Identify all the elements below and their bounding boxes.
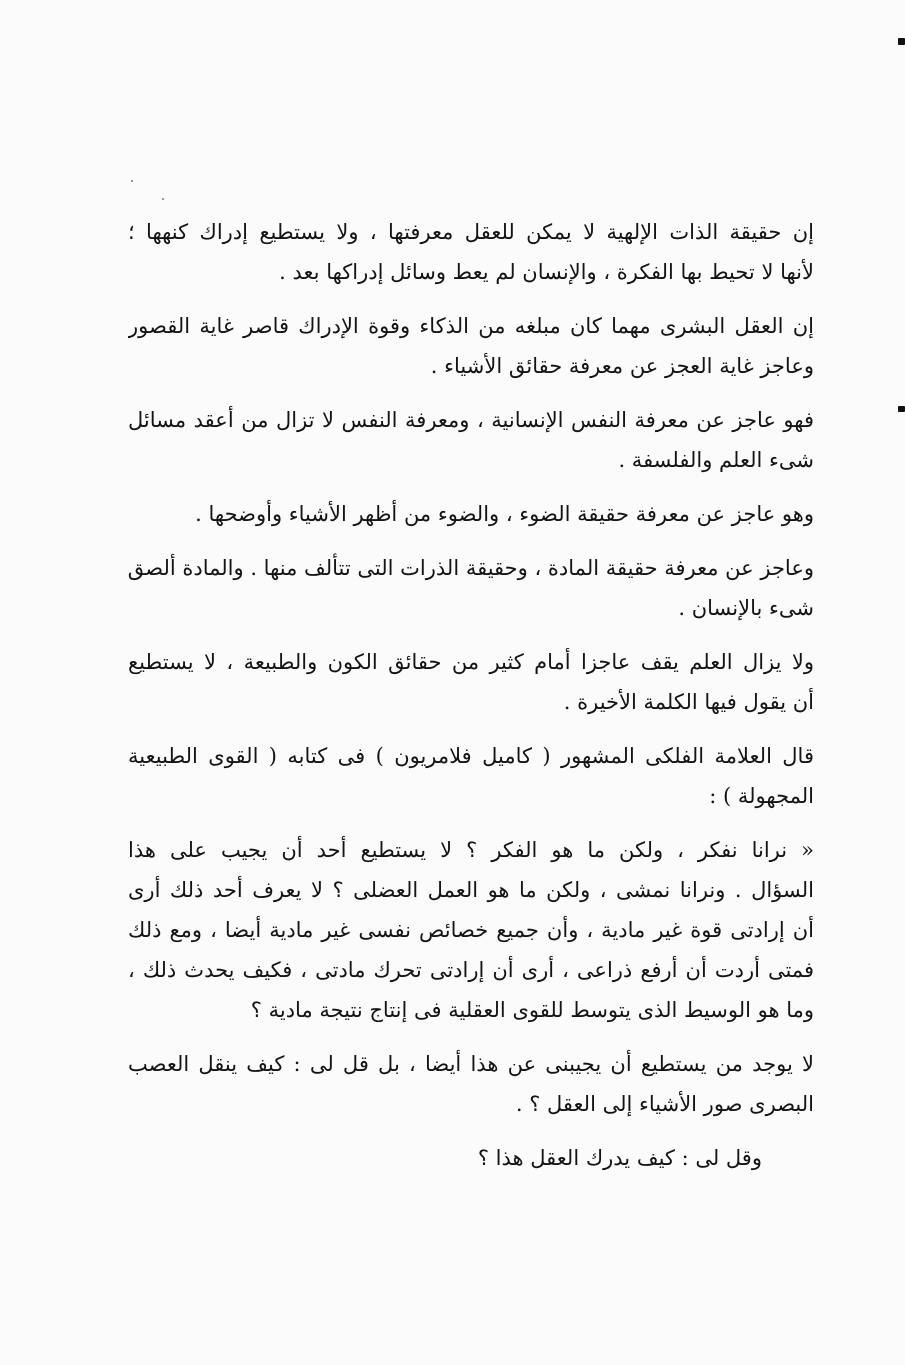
paragraph: [128, 1138, 814, 1178]
text-line: السؤال . ونرانا نمشى ، ولكن ما هو العمل العضلى ؟ لا يعرف أحد ذلك أرى: [128, 878, 814, 902]
text-line: وعاجز عن معرفة حقيقة المادة ، وحقيقة الذرات التى تتألف منها . والمادة ألصق: [128, 556, 814, 580]
paragraph: [128, 400, 814, 480]
paragraph: [128, 212, 814, 292]
text-line: « نرانا نفكر ، ولكن ما هو الفكر ؟ لا يستطيع أحد أن يجيب على هذا: [128, 838, 814, 862]
text-line: وعاجز غاية العجز عن معرفة حقائق الأشياء .: [430, 354, 814, 378]
paragraph: [128, 548, 814, 628]
text-line: إن حقيقة الذات الإلهية لا يمكن للعقل معرفتها ، ولا يستطيع إدراك كنهها ؛: [128, 220, 814, 244]
paragraph: [128, 642, 814, 722]
quote-paragraph: [128, 830, 814, 1030]
scan-speck: [131, 180, 133, 182]
text-line: ولا يزال العلم يقف عاجزا أمام كثير من حقائق الكون والطبيعة ، لا يستطيع: [128, 650, 814, 674]
paragraph: [128, 1044, 814, 1124]
scan-speck: [162, 198, 164, 200]
text-line: إن العقل البشرى مهما كان مبلغه من الذكاء وقوة الإدراك قاصر غاية القصور: [128, 314, 814, 338]
body-text: [128, 212, 814, 1178]
text-line: لا يوجد من يستطيع أن يجيبنى عن هذا أيضا ، بل قل لى : كيف ينقل العصب: [128, 1052, 814, 1076]
margin-ink-mark: [898, 38, 905, 45]
text-line: وقل لى : كيف يدرك العقل هذا ؟: [477, 1146, 762, 1170]
paragraph: [128, 736, 814, 816]
paragraph: [128, 306, 814, 386]
text-line: فمتى أردت أن أرفع ذراعى ، أرى أن إرادتى تحرك مادتى ، فكيف يحدث ذلك ،: [128, 958, 814, 982]
paragraph: [128, 494, 814, 534]
text-line: أن يقول فيها الكلمة الأخيرة .: [563, 690, 814, 714]
text-line: فهو عاجز عن معرفة النفس الإنسانية ، ومعرفة النفس لا تزال من أعقد مسائل: [128, 408, 814, 432]
text-line: شىء بالإنسان .: [678, 596, 814, 620]
text-line: أن إرادتى قوة غير مادية ، وأن جميع خصائص نفسى غير مادية أيضا ، ومع ذلك: [128, 918, 814, 942]
margin-ink-mark: [898, 406, 905, 412]
text-line: المجهولة ) :: [709, 784, 814, 808]
text-line: لأنها لا تحيط بها الفكرة ، والإنسان لم يعط وسائل إدراكها بعد .: [279, 260, 814, 284]
text-line: وما هو الوسيط الذى يتوسط للقوى العقلية فى إنتاج نتيجة مادية ؟: [250, 998, 814, 1022]
text-line: البصرى صور الأشياء إلى العقل ؟ .: [515, 1092, 814, 1116]
text-line: قال العلامة الفلكى المشهور ( كاميل فلامريون ) فى كتابه ( القوى الطبيعية: [128, 744, 814, 768]
text-line: وهو عاجز عن معرفة حقيقة الضوء ، والضوء من أظهر الأشياء وأوضحها .: [195, 502, 814, 526]
text-line: شىء العلم والفلسفة .: [618, 448, 814, 472]
